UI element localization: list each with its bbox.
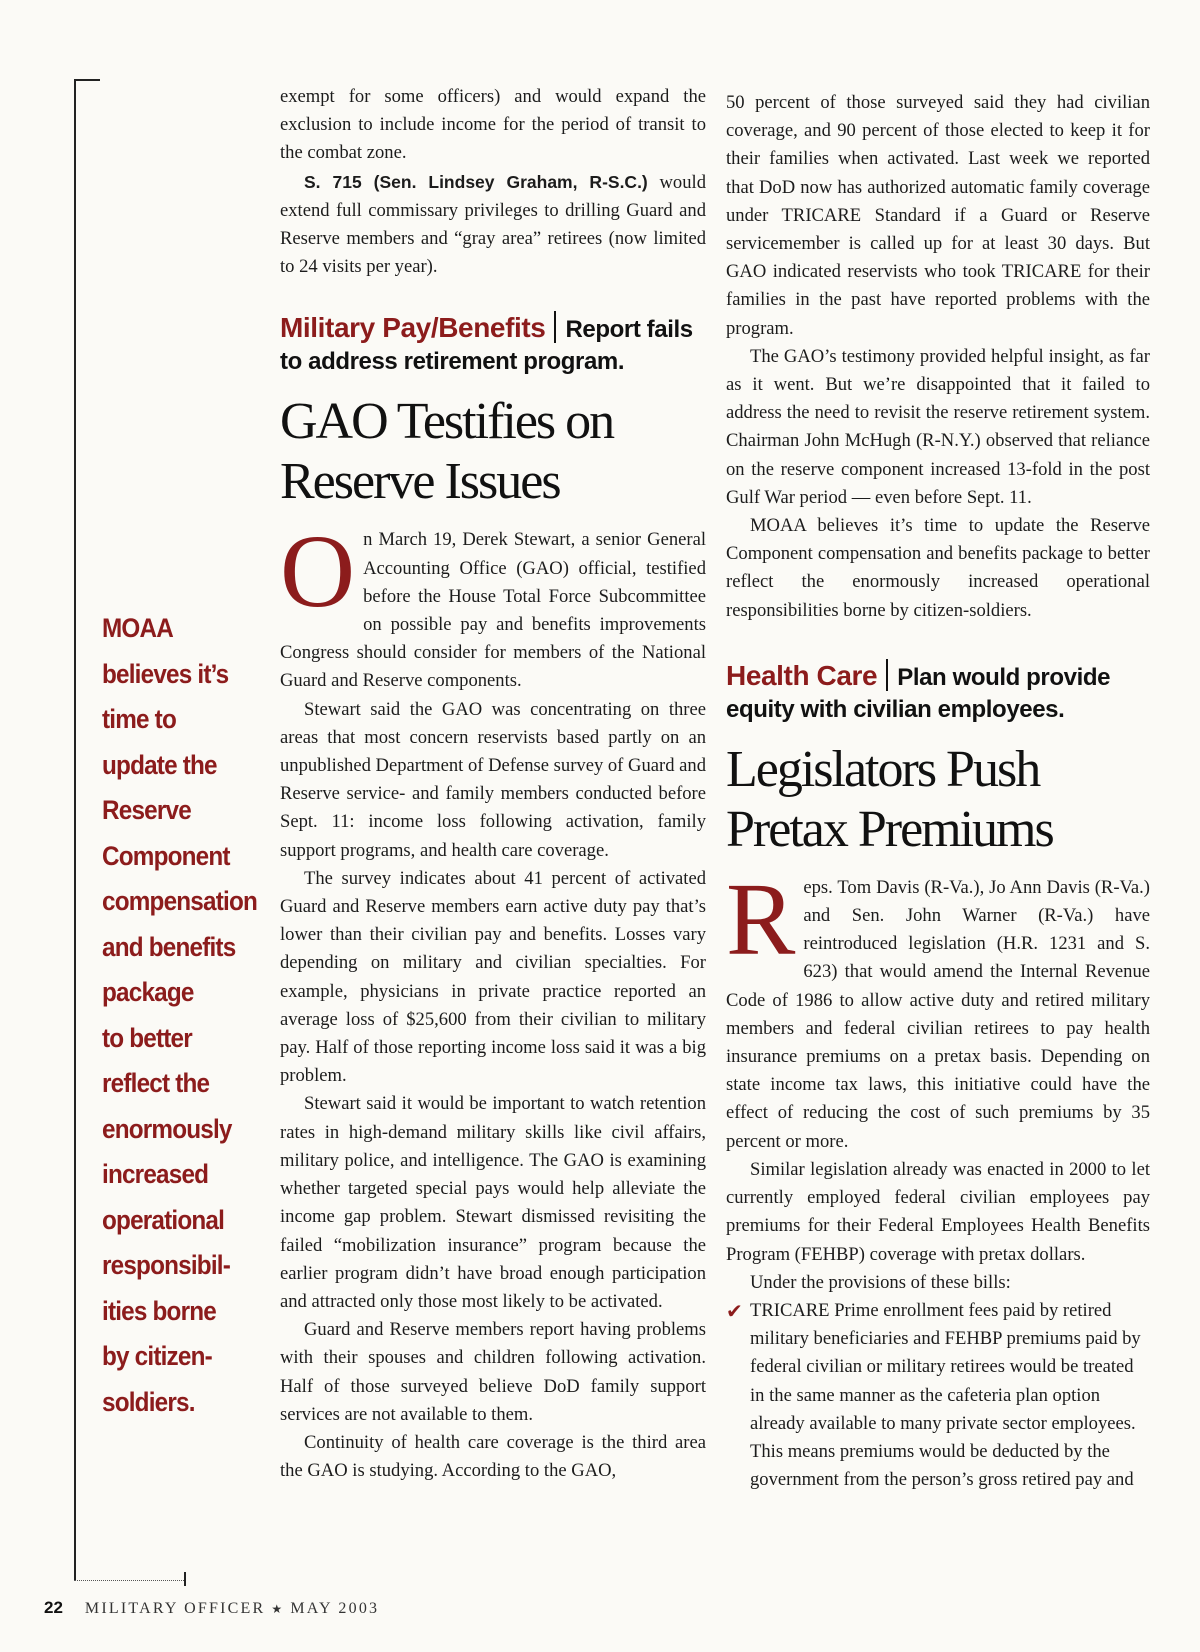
sidebar-bracket-tick [184, 1572, 186, 1586]
pull-quote-line: enormously [102, 1113, 232, 1144]
sidebar-bracket-rule [74, 79, 76, 1581]
kicker-section-label: Military Pay/Benefits [280, 312, 546, 344]
pull-quote-line: operational [102, 1204, 225, 1235]
sidebar-bracket-bottom [74, 1580, 186, 1581]
bill-paragraph [280, 168, 706, 282]
page-number: 22 [44, 1598, 63, 1617]
pull-quote-line: update the [102, 749, 217, 780]
pull-quote-line: MOAA [102, 613, 174, 643]
pull-quote [102, 606, 258, 1425]
section-kicker [280, 311, 706, 378]
body-paragraph: Continuity of health care coverage is the third area the GAO is studying. According to the GAO, [280, 1431, 706, 1482]
kicker-text: Plan would provide equity with civilian employees. [726, 663, 1111, 723]
provisions-list [726, 1297, 1150, 1494]
body-paragraph: Guard and Reserve members report having problems with their spouses and children following activation. Half of those surveyed believe DoD family support services are not available to them. [280, 1319, 706, 1425]
kicker-section-label: Health Care [726, 659, 878, 691]
lead-paragraph [280, 514, 706, 695]
article-column-right [726, 89, 1150, 1494]
pull-quote-line: to better [102, 1022, 192, 1053]
bill-label: S. 715 (Sen. Lindsey Graham, R-S.C.) [304, 171, 648, 192]
body-paragraph: Under the provisions of these bills: [750, 1271, 1011, 1293]
kicker-text: Report fails to address retirement program. [280, 316, 693, 376]
pull-quote-line: ities borne [102, 1295, 216, 1326]
body-paragraph: Similar legislation already was enacted in 2000 to let currently employed federal civilian employees pay premiums for their Federal Employees Health Benefits Program (FEHBP) coverage with pretax dollars. [726, 1158, 1150, 1265]
pull-quote-line: compensation [102, 886, 258, 916]
article-headline: GAO Testifies on Reserve Issues [280, 393, 614, 511]
drop-cap: R [726, 861, 796, 977]
pull-quote-line: believes it’s [102, 658, 229, 689]
kicker-divider [886, 659, 888, 691]
pull-quote-line: time to [102, 704, 176, 734]
pull-quote-line: and benefits [102, 931, 236, 962]
body-paragraph: MOAA believes it’s time to update the Reserve Component compensation and benefits package to better reflect the enormously increased operational responsibilities borne by citizen-soldiers. [726, 515, 1150, 621]
bill-text: would extend full commissary privileges to drilling Guard and Reserve members and “gray area” retirees (now limited to 24 visits per year). [280, 171, 706, 278]
lead-paragraph [726, 861, 1150, 1156]
continued-paragraph: 50 percent of those surveyed said they had civilian coverage, and 90 percent of those elected to keep it for their families when activated. Last week we reported that DoD now has authorized automatic family coverage under TRICARE Standard if a Guard or Reserve servicemember is called up for at least 30 days. But GAO indicated reservists who took TRICARE for their families in the past have reported problems with the program. [726, 92, 1150, 339]
lead-text: eps. Tom Davis (R-Va.), Jo Ann Davis (R-Va.) and Sen. John Warner (R-Va.) have reintroduced legislation (H.R. 1231 and S. 623) that would amend the Internal Revenue Code of 1986 to allow active duty and retired military members and federal civilian retirees to pay health insurance premiums on a pretax basis. Depending on state income tax laws, this initiative could have the effect of reducing the cost of such premiums by 35 percent or more. [726, 876, 1150, 1152]
pull-quote-line: increased [102, 1159, 209, 1189]
list-item-text: TRICARE Prime enrollment fees paid by retired military beneficiaries and FEHBP premiums paid by federal civilian or military retirees would be treated in the same manner as the cafeteria plan option already available to many private sector employees. This means premiums would be deducted by the government from the person’s gross retired pay and [750, 1299, 1141, 1491]
pull-quote-line: Component [102, 840, 230, 871]
pull-quote-line: reflect the [102, 1068, 210, 1098]
drop-cap: O [280, 514, 356, 630]
star-icon: ★ [271, 1602, 285, 1616]
checkmark-icon: ✔ [726, 1298, 743, 1323]
body-paragraph: The GAO’s testimony provided helpful insight, as far as it went. But we’re disappointed that it failed to address the need to revisit the reserve retirement system. Chairman John McHugh (R-N.Y.) observed that reliance on the reserve component increased 13-fold in the post Gulf War period — even before Sept. 11. [726, 345, 1150, 508]
kicker-divider [554, 311, 556, 343]
article-column-left [280, 83, 706, 1485]
sidebar-bracket-top [74, 79, 100, 81]
continued-paragraph: exempt for some officers) and would expand the exclusion to include income for the period of transit to the combat zone. [280, 86, 706, 164]
body-paragraph: Stewart said the GAO was concentrating on three areas that most concern reservists based partly on an unpublished Department of Defense survey of Guard and Reserve service- and family members conducted before Sept. 11: income loss following activation, family support programs, and health care coverage. [280, 698, 706, 861]
article-headline: Legislators Push Pretax Premiums [726, 740, 1053, 858]
pull-quote-line: soldiers. [102, 1386, 195, 1417]
pull-quote-line: Reserve [102, 795, 191, 825]
section-kicker [726, 659, 1150, 726]
pull-quote-line: package [102, 977, 194, 1007]
publication-name: MILITARY OFFICER [84, 1600, 266, 1617]
pull-quote-line: by citizen- [102, 1341, 212, 1371]
body-paragraph: The survey indicates about 41 percent of activated Guard and Reserve members earn active duty pay that’s lower than their civilian pay and benefits. Losses vary depending on military and civilian specialties. For example, physicians in private practice reported an average loss of $25,600 from their civilian to military pay. Half of those reporting income loss said it was a big problem. [280, 867, 706, 1087]
page-footer [44, 1598, 379, 1618]
lead-text: n March 19, Derek Stewart, a senior General Accounting Office (GAO) official, testified before the House Total Force Subcommittee on possible pay and benefits improvements Congress should consider for members of the National Guard and Reserve components. [280, 529, 706, 692]
pull-quote-line: responsibil- [102, 1250, 231, 1280]
body-paragraph: Stewart said it would be important to watch retention rates in high-demand military skills like civil affairs, military police, and intelligence. The GAO is examining whether targeted special pays would help alleviate the income gap problem. Stewart dismissed revisiting the failed “mobilization insurance” program because the earlier program didn’t have broad enough participation and attracted only those most likely to be activated. [280, 1093, 706, 1312]
issue-date: MAY 2003 [290, 1600, 380, 1617]
list-item [726, 1297, 1150, 1494]
